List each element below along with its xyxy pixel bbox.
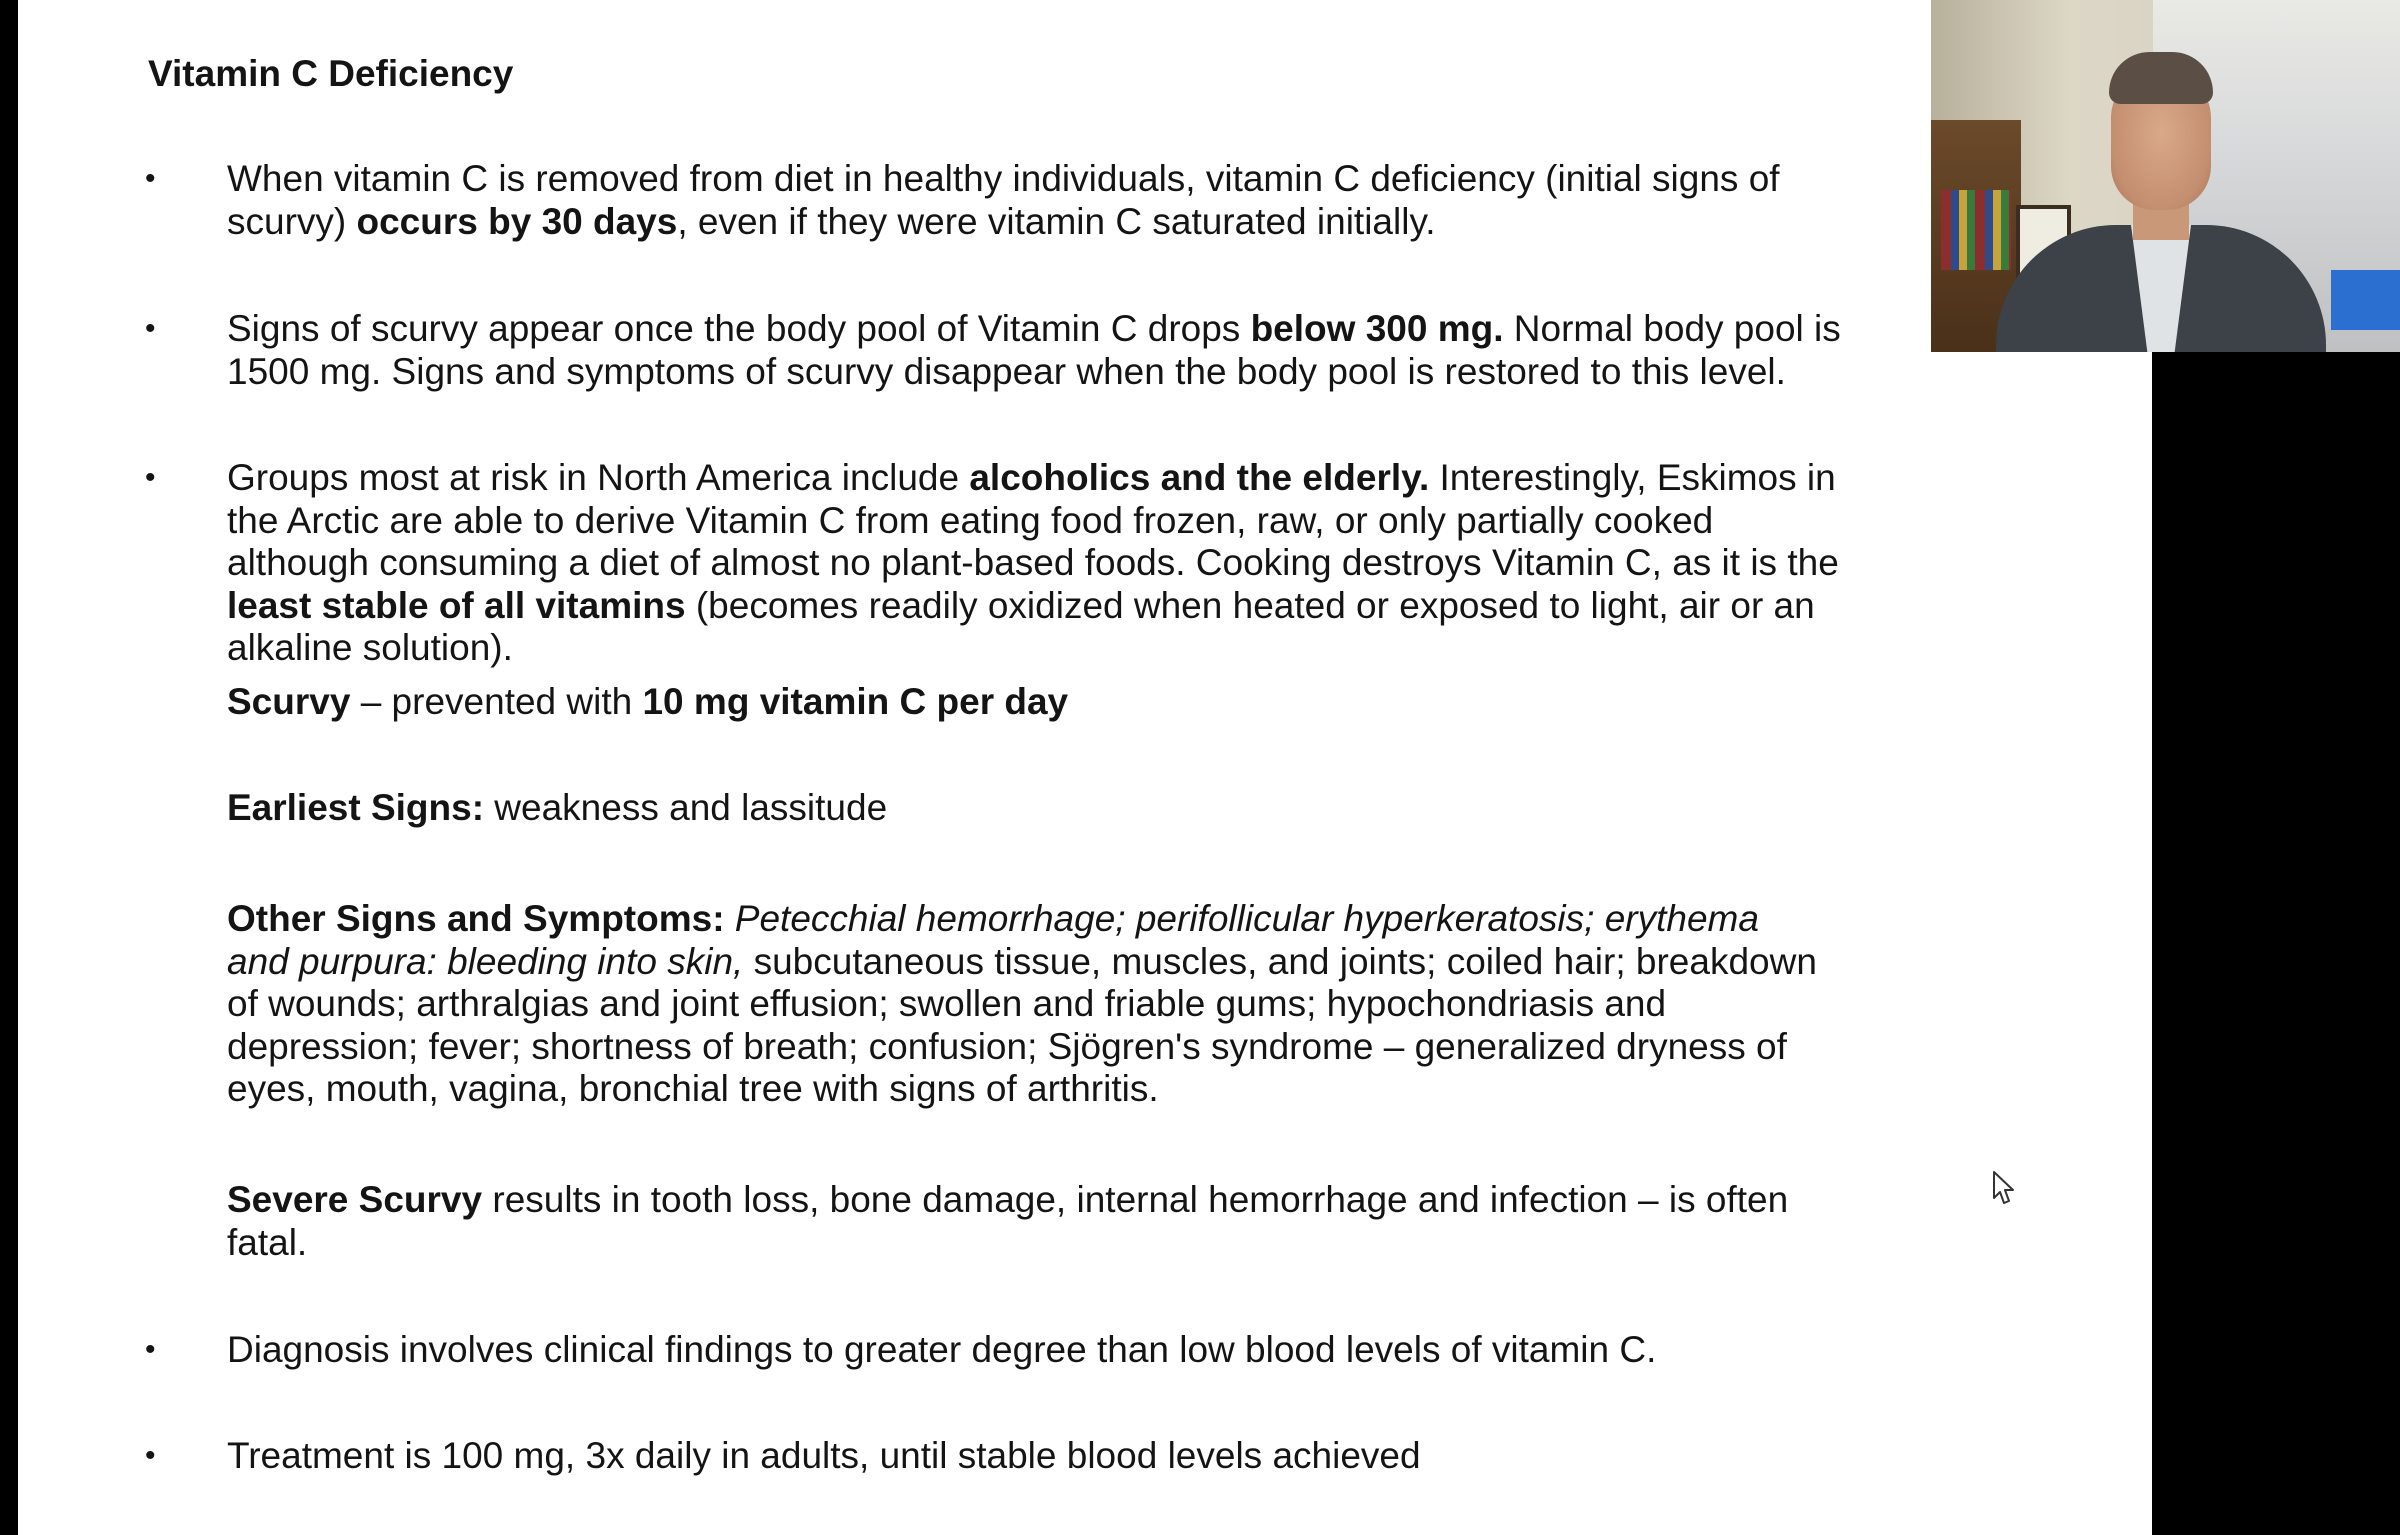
bold-segment: Other Signs and Symptoms:: [227, 898, 725, 939]
text-segment: alkaline solution).: [227, 627, 513, 668]
italic-segment: and purpura: bleeding into skin,: [227, 940, 744, 982]
bold-segment: Scurvy: [227, 681, 351, 722]
italic-segment: Petecchial hemorrhage; perifollicular hyperkeratosis; erythema: [724, 898, 1759, 939]
bullet-diagnosis: [145, 1329, 2107, 1372]
bullet-marker: •: [145, 162, 156, 195]
text-segment: weakness and lassitude: [484, 787, 888, 828]
presentation-slide: [18, 0, 2152, 1535]
bullet-risk-groups: [145, 457, 2107, 670]
mouse-pointer-icon: [1992, 1170, 2018, 1206]
bullet-treatment: [145, 1435, 2107, 1478]
bullet-body-pool: [145, 308, 2107, 393]
text-segment: fatal.: [227, 1221, 308, 1263]
text-segment: although consuming a diet of almost no plant-based foods. Cooking destroys Vitamin C, as it is the: [227, 542, 1839, 583]
letterbox-bar: [2152, 352, 2400, 1535]
text-segment: depression; fever; shortness of breath; confusion; Sjögren's syndrome – generalized dryness of: [227, 1025, 1787, 1067]
text-segment: When vitamin C is removed from diet in healthy individuals, vitamin C deficiency (initial signs of: [227, 158, 1780, 199]
bold-segment: below 300 mg.: [1250, 308, 1504, 349]
text-segment: Normal body pool is: [1503, 308, 1841, 349]
text-segment: Interestingly, Eskimos in: [1429, 457, 1836, 498]
bold-segment: least stable of all vitamins: [227, 584, 686, 626]
text-segment: Diagnosis involves clinical findings to greater degree than low blood levels of vitamin C.: [227, 1329, 1657, 1370]
slide-title: Vitamin C Deficiency: [148, 53, 514, 94]
text-segment: Signs of scurvy appear once the body pool of Vitamin C drops: [227, 308, 1251, 349]
webcam-monitor: [2331, 270, 2400, 330]
text-segment: subcutaneous tissue, muscles, and joints; coiled hair; breakdown: [743, 940, 1817, 982]
text-segment: – prevented with: [350, 681, 643, 722]
bullet-marker: •: [145, 312, 156, 345]
presenter-hair: [2109, 52, 2213, 104]
text-segment: Groups most at risk in North America include: [227, 457, 970, 498]
presenter-webcam-video[interactable]: [1931, 0, 2400, 352]
bullet-marker: •: [145, 1439, 156, 1472]
text-segment: , even if they were vitamin C saturated initially.: [677, 200, 1436, 242]
earliest-signs: [227, 787, 2107, 830]
text-segment: eyes, mouth, vagina, bronchial tree with signs of arthritis.: [227, 1068, 1159, 1109]
bold-segment: occurs by 30 days: [356, 200, 678, 242]
text-segment: of wounds; arthralgias and joint effusion; swollen and friable gums; hypochondriasis and: [227, 983, 1667, 1024]
text-segment: the Arctic are able to derive Vitamin C from eating food frozen, raw, or only partially cooked: [227, 499, 1714, 541]
bullet-marker: •: [145, 461, 156, 494]
webcam-books: [1941, 190, 2011, 270]
text-segment: scurvy): [227, 200, 357, 242]
bold-segment: Earliest Signs:: [227, 787, 485, 828]
text-segment: results in tooth loss, bone damage, internal hemorrhage and infection – is often: [482, 1179, 1789, 1220]
other-signs-symptoms: [227, 898, 2107, 1111]
bold-segment: alcoholics and the elderly.: [969, 457, 1430, 498]
severe-scurvy: [227, 1179, 2107, 1264]
text-segment: Treatment is 100 mg, 3x daily in adults, until stable blood levels achieved: [227, 1435, 1421, 1476]
bold-segment: 10 mg vitamin C per day: [642, 681, 1069, 722]
bold-segment: Severe Scurvy: [227, 1179, 483, 1220]
text-segment: 1500 mg. Signs and symptoms of scurvy disappear when the body pool is restored to this level.: [227, 350, 1786, 392]
text-segment: (becomes readily oxidized when heated or exposed to light, air or an: [685, 584, 1815, 626]
scurvy-prevention: [227, 681, 2107, 724]
bullet-deficiency-onset: [145, 158, 2107, 243]
bullet-marker: •: [145, 1333, 156, 1366]
